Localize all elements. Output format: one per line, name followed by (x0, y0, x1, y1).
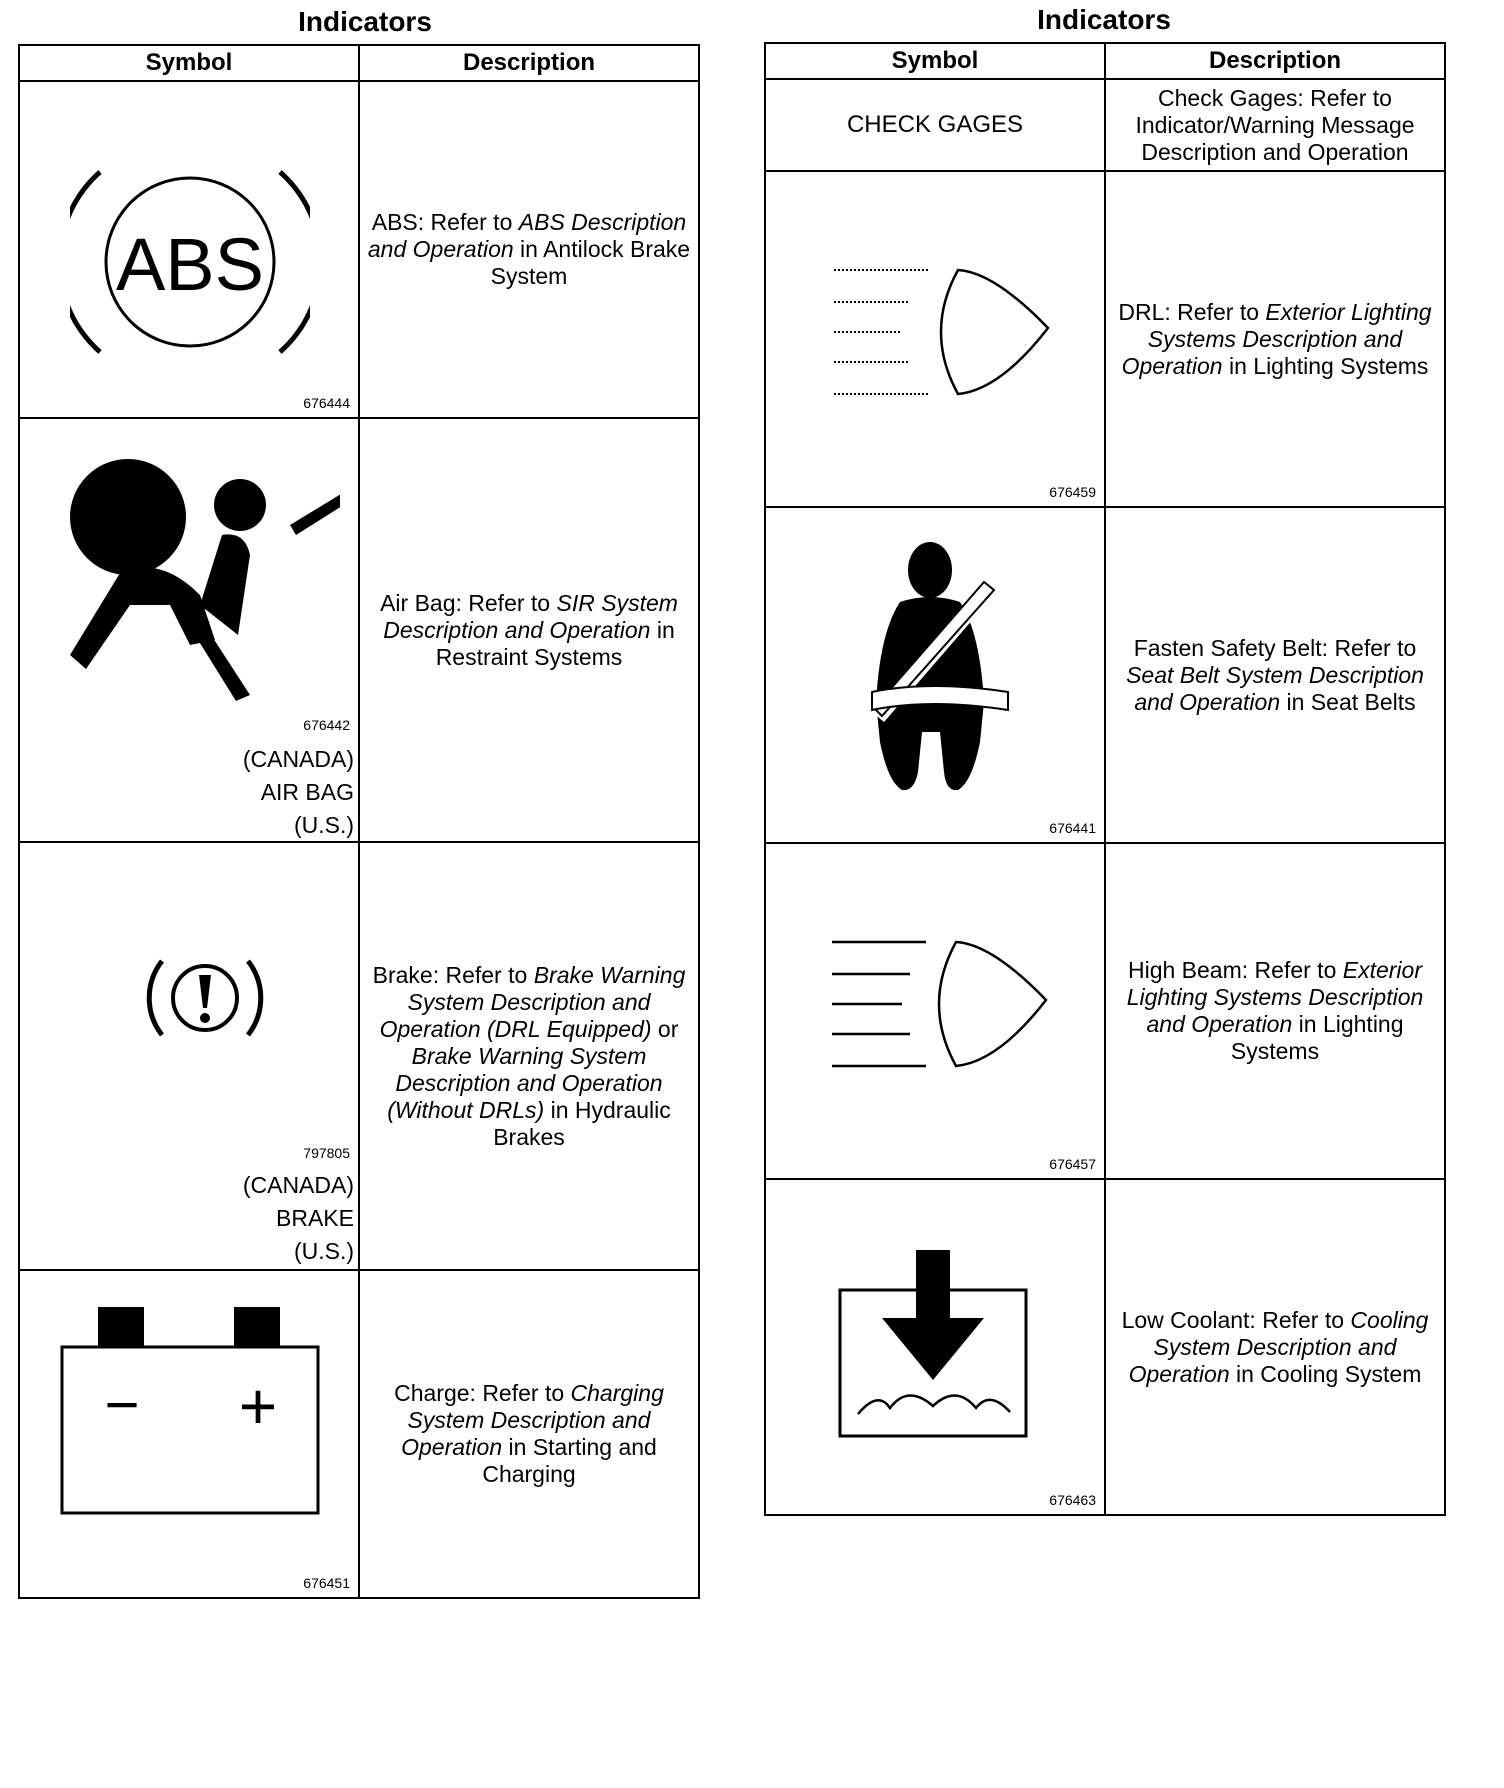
desc-text: Check Gages: Refer to Indicator/Warning Message Description and Operation (1135, 84, 1415, 165)
table-row (765, 843, 1445, 1179)
desc-reference: Brake Warning System Description and Operation (Without DRLs) (387, 1042, 663, 1123)
description-cell (359, 842, 699, 1270)
right-table-title: Indicators (1037, 4, 1171, 35)
desc-text: in Lighting Systems (1222, 352, 1429, 379)
seat-belt-icon (848, 542, 1018, 802)
left-header-row (19, 45, 699, 81)
desc-text: in Hydraulic Brakes (493, 1096, 671, 1150)
left-table-title: Indicators (298, 6, 432, 37)
figure-number: 676459 (1049, 484, 1096, 500)
desc-reference: SIR System Description and Operation (383, 589, 678, 643)
table-row (765, 171, 1445, 507)
battery-plus-sign: + (238, 1369, 278, 1443)
desc-text: ABS: Refer to (371, 209, 519, 235)
abs-icon (70, 162, 310, 362)
desc-text: in Seat Belts (1280, 688, 1416, 715)
desc-text: in Restraint Systems (435, 616, 675, 670)
canada-label: (CANADA) (242, 1172, 354, 1198)
table-row (19, 842, 699, 1270)
table-row (19, 418, 699, 842)
us-label: (U.S.) (293, 812, 354, 838)
figure-number: 676441 (1049, 820, 1096, 836)
symbol-header: Symbol (19, 45, 359, 81)
desc-reference: Cooling System Description and Operation (1128, 1306, 1429, 1387)
desc-text: Brake: Refer to (372, 961, 534, 988)
desc-text: in Lighting Systems (1230, 1011, 1404, 1064)
canada-label: (CANADA) (242, 746, 354, 772)
drl-headlamp-icon (832, 262, 1062, 412)
symbol-cell (765, 79, 1105, 171)
right-indicators-table (764, 42, 1446, 1516)
table-row (19, 81, 699, 418)
desc-reference: Seat Belt System Description and Operation (1126, 661, 1424, 715)
table-row (19, 1270, 699, 1598)
battery-charge-icon (60, 1307, 330, 1527)
us-label: (U.S.) (293, 1238, 354, 1264)
figure-number: 676442 (303, 717, 350, 733)
desc-text: Fasten Safety Belt: Refer to (1133, 634, 1417, 661)
symbol-cell (19, 418, 359, 842)
desc-reference: Exterior Lighting Systems Description and Operation (1126, 957, 1424, 1037)
symbol-name-label: AIR BAG (260, 779, 354, 805)
desc-reference: Brake Warning System Description and Operation (DRL Equipped) (379, 961, 686, 1042)
symbol-header: Symbol (765, 43, 1105, 79)
table-row (765, 507, 1445, 843)
desc-text: Air Bag: Refer to (380, 589, 557, 616)
description-cell (359, 81, 699, 418)
desc-text: in Starting and Charging (482, 1434, 657, 1487)
description-header: Description (1105, 43, 1445, 79)
symbol-cell (765, 843, 1105, 1179)
desc-text: High Beam: Refer to (1127, 957, 1343, 983)
left-indicators-table (18, 44, 700, 1599)
desc-reference: Exterior Lighting Systems Description and Operation (1121, 298, 1432, 379)
right-header-row (765, 43, 1445, 79)
desc-text: Charge: Refer to (394, 1380, 571, 1406)
symbol-cell (765, 507, 1105, 843)
figure-number: 676451 (303, 1575, 350, 1591)
desc-text: in Antilock Brake System (490, 236, 691, 289)
low-coolant-icon (838, 1250, 1038, 1450)
description-cell (1105, 843, 1445, 1179)
description-cell (1105, 171, 1445, 507)
table-row (765, 79, 1445, 171)
air-bag-icon (50, 455, 340, 705)
desc-reference: Charging System Description and Operation (401, 1380, 664, 1460)
description-header: Description (359, 45, 699, 81)
desc-reference: ABS Description and Operation (367, 209, 687, 262)
battery-minus-sign: − (104, 1371, 140, 1438)
figure-number: 676444 (303, 395, 350, 411)
description-cell (359, 418, 699, 842)
description-cell (359, 1270, 699, 1598)
symbol-cell (765, 171, 1105, 507)
symbol-name-label: BRAKE (276, 1205, 354, 1231)
figure-number: 676463 (1049, 1492, 1096, 1508)
desc-text: DRL: Refer to (1118, 298, 1266, 325)
description-cell (1105, 1179, 1445, 1515)
desc-text: or (651, 1015, 679, 1042)
desc-text: Low Coolant: Refer to (1121, 1306, 1351, 1333)
brake-warning-icon (140, 953, 270, 1043)
check-gages-symbol-text: CHECK GAGES (846, 111, 1024, 138)
description-cell (1105, 79, 1445, 171)
symbol-cell (19, 842, 359, 1270)
desc-text: in Cooling System (1229, 1360, 1422, 1387)
svg-text:ABS: ABS (115, 223, 265, 306)
table-row (765, 1179, 1445, 1515)
description-cell (1105, 507, 1445, 843)
symbol-cell (19, 81, 359, 418)
high-beam-icon (830, 934, 1060, 1084)
symbol-cell (19, 1270, 359, 1598)
figure-number: 676457 (1049, 1156, 1096, 1172)
symbol-cell (765, 1179, 1105, 1515)
figure-number: 797805 (303, 1145, 350, 1161)
